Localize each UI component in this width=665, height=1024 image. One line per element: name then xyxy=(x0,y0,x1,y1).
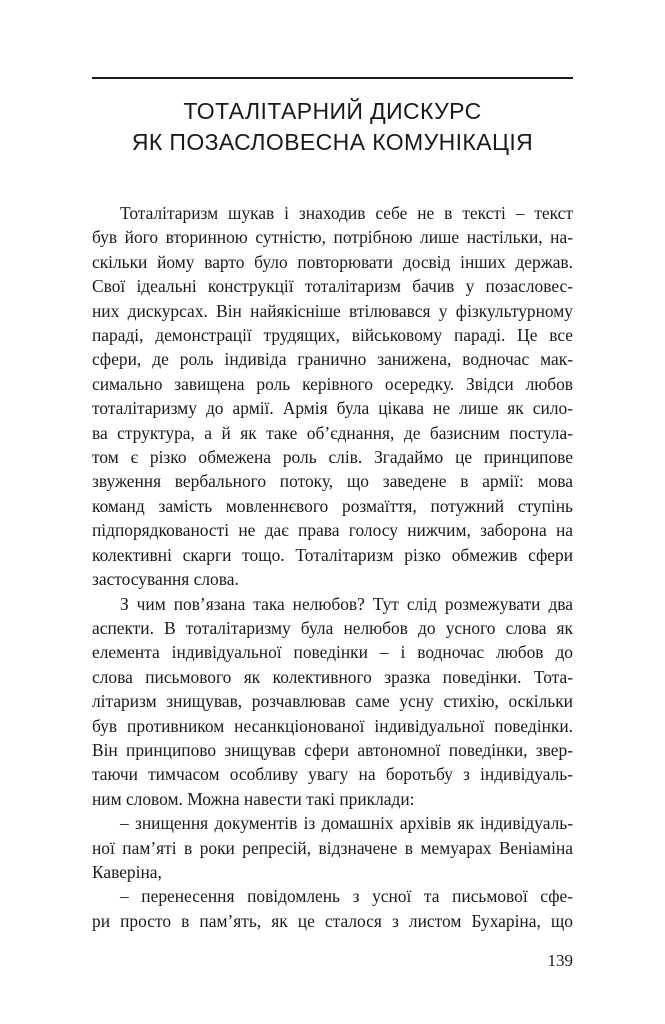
paragraph-3 xyxy=(92,811,573,884)
text-line: колективні скарги тощо. Тоталітаризм різко обмежив сфери xyxy=(92,544,573,565)
text-line: ної пам’яті в роки репресій, відзначене в мемуарах Веніаміна xyxy=(92,837,573,858)
text-line: звуження вербального потоку, що заведене в армії: мова xyxy=(92,471,573,492)
text-line: – перенесення повідомлень з усної та письмової сфе- xyxy=(120,886,573,907)
page-number: 139 xyxy=(547,951,573,970)
text-line: слова письмового як колективного зразка поведінки. Тота- xyxy=(92,666,573,687)
text-line: ва структура, а й як таке об’єднання, де базисним постула- xyxy=(92,422,573,443)
text-line: ри просто в пам’ять, як це сталося з листом Бухаріна, що xyxy=(92,910,573,931)
text-line: – знищення документів із домашніх архівів як індивідуаль- xyxy=(120,813,573,834)
text-line: таючи тимчасом особливу увагу на боротьбу з індивідуаль- xyxy=(92,764,573,785)
text-line: Він принципово знищував сфери автономної поведінки, звер- xyxy=(92,739,573,760)
chapter-title xyxy=(92,96,573,158)
text-line: елемента індивідуальної поведінки – і водночас любов до xyxy=(92,642,573,663)
text-line: скільки йому варто було повторювати досвід інших держав. xyxy=(92,251,573,272)
text-line: літаризм знищував, розчавлював саме усну стихію, оскільки xyxy=(92,691,573,712)
text-line: З чим пов’язана така нелюбов? Тут слід розмежувати два xyxy=(120,593,573,614)
paragraph-4 xyxy=(92,884,573,933)
text-line: був його вторинною сутністю, потрібною лише настільки, на- xyxy=(92,227,573,248)
text-line: тоталітаризму до армії. Армія була цікава не лише як сило- xyxy=(92,398,573,419)
text-line: Свої ідеальні конструкції тоталітаризм бачив у позасловес- xyxy=(92,276,573,297)
text-line: параді, демонстрації трудящих, військовому параді. Це все xyxy=(92,325,573,346)
header-rule xyxy=(92,77,573,79)
text-line: аспекти. В тоталітаризму була нелюбов до усного слова як xyxy=(92,617,573,638)
text-line: був противником несанкціонованої індивідуальної поведінки. xyxy=(92,715,573,736)
text-line: команд замість мовленнєвого розмаїття, потужний ступінь xyxy=(92,495,573,516)
text-line: ним словом. Можна навести такі приклади: xyxy=(92,788,415,809)
body-text xyxy=(92,201,573,933)
paragraph-2 xyxy=(92,592,573,812)
text-line: сфери, де роль індивіда гранично занижена, водночас мак- xyxy=(92,349,573,370)
text-line: Каверіна, xyxy=(92,861,162,882)
text-line: них дискурсах. Він найякісніше втілювався у фізкультурному xyxy=(92,300,573,321)
text-line: підпорядкованості не дає права голосу нижчим, заборона на xyxy=(92,520,573,541)
chapter-title-line-1: ТОТАЛІТАРНИЙ ДИСКУРС xyxy=(183,98,482,124)
paragraph-1 xyxy=(92,201,573,592)
text-line: симально завищена роль керівного осередку. Звідси любов xyxy=(92,373,573,394)
chapter-title-line-2: ЯК ПОЗАСЛОВЕСНА КОМУНІКАЦІЯ xyxy=(131,129,534,155)
text-line: застосування слова. xyxy=(92,569,239,590)
text-line: Тоталітаризм шукав і знаходив себе не в тексті – текст xyxy=(120,203,573,223)
text-line: том є різко обмежена роль слів. Згадаймо це принципове xyxy=(92,447,573,468)
